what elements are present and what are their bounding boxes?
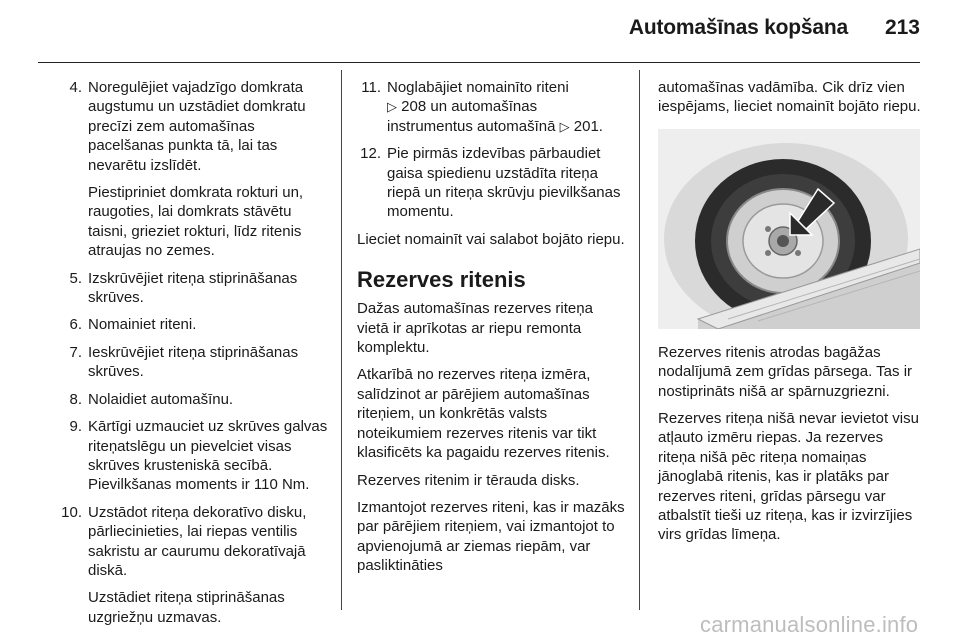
list-number: 9. [69,418,82,436]
column-1 [40,78,334,635]
list-text-part: 201. [573,117,603,135]
list-item [40,315,334,334]
section-heading: Rezerves ritenis [357,267,526,293]
column-divider-1 [341,70,342,610]
list-number: 8. [69,390,82,408]
paragraph: automašīnas vadāmība. Cik drīz vien iespējams, lieciet nomainīt bojāto riepu. [658,79,921,116]
list-text-part: 208 un automašīnas instrumentus automašīnā [387,98,556,135]
list-text-part: Noglabājiet nomainīto riteni [387,79,569,96]
list-item [40,417,334,495]
paragraph: Rezerves ritenis atrodas bagāžas nodalījumā zem grīdas pārsega. Tas ir nostiprināts nišā ar spārnuzgriezni. [658,343,913,400]
list-item [40,269,334,308]
list-subtext: Uzstādiet riteņa stiprināšanas uzgriežņu uzmavas. [88,589,285,626]
list-text: Ieskrūvējiet riteņa stiprināšanas skrūves. [88,343,299,381]
header-rule [38,62,920,63]
paragraph: Rezerves riteņa nišā nevar ievietot visu atļauto izmēru riepas. Ja rezerves riteņa nišā pēc riteņa nomaiņas jānoglabā ritenis, kas ir platāks par rezerves riteni, grīdas pārsegu var atbalstīt tieši uz riteņa, kas ir izvirzījies virs grīdas līmeņa. [658,410,919,544]
list-text: Izskrūvējiet riteņa stiprināšanas skrūves. [88,269,298,307]
list-number: 4. [69,79,82,96]
list-number: 10. [61,503,82,521]
column-2 [357,78,627,584]
watermark: carmanualsonline.info [700,612,919,637]
paragraph: Atkarībā no rezerves riteņa izmēra, salīdzinot ar pārējiem automašīnas riteņiem, un konkrētās valsts noteikumiem rezerves ritenis var tikt klasificēts ka pagaidu rezerves ritenis. [357,366,610,462]
paragraph: Rezerves ritenim ir tērauda disks. [357,471,580,489]
list-text: Noregulējiet vajadzīgo domkrata augstumu un uzstādiet domkratu precīzi zem automašīnas pacelšanas punkta tā, lai tas nevarētu izslīdēt. [88,79,306,174]
list-number: 12. [360,145,381,163]
list-text: Nomainiet riteni. [88,316,197,334]
column-divider-2 [639,70,640,610]
page-reference-icon: ▷ [387,99,397,115]
page-reference-icon: ▷ [559,118,570,134]
list-text: Pie pirmās izdevības pārbaudiet gaisa spiedienu uzstādīta riteņa riepā un riteņa skrūvju pievilkšanas momentu. [387,145,621,221]
list-text: Kārtīgi uzmauciet uz skrūves galvas riteņatslēgu un pievelciet visas skrūves krusteniskā secībā. Pievilkšanas moments ir 110 Nm. [88,418,328,494]
list-text: Nolaidiet automašīnu. [88,390,234,408]
paragraph: Dažas automašīnas rezerves riteņa vietā ir aprīkotas ar riepu remonta komplektu. [357,300,593,357]
list-item [40,78,334,261]
spare-wheel-illustration [658,129,920,329]
page-number: 213 [884,16,920,39]
column-3 [658,78,923,553]
list-item [357,144,627,222]
list-item [40,390,334,409]
list-number: 6. [69,316,82,334]
paragraph: Lieciet nomainīt vai salabot bojāto riepu. [357,230,625,248]
list-item [40,503,334,627]
list-number: 7. [69,343,82,361]
paragraph: Izmantojot rezerves riteni, kas ir mazāks par pārējiem riteņiem, vai izmantojot to apvienojumā ar ziemas riepām, var pasliktināties [357,498,625,575]
list-item [40,343,334,382]
list-number: 11. [361,79,381,96]
header-title: Automašīnas kopšana [628,16,848,39]
list-subtext: Piestipriniet domkrata rokturi un, raugoties, lai domkrats stāvētu taisni, grieziet rokturi, līdz ritenis atraujas no zemes. [88,184,304,260]
list-text: Uzstādot riteņa dekoratīvo disku, pārliecinieties, lai riepas ventilis sakristu ar caurumu dekoratīvajā diskā. [88,503,307,579]
list-text [387,78,627,136]
list-number: 5. [69,269,82,287]
list-item [357,78,627,136]
